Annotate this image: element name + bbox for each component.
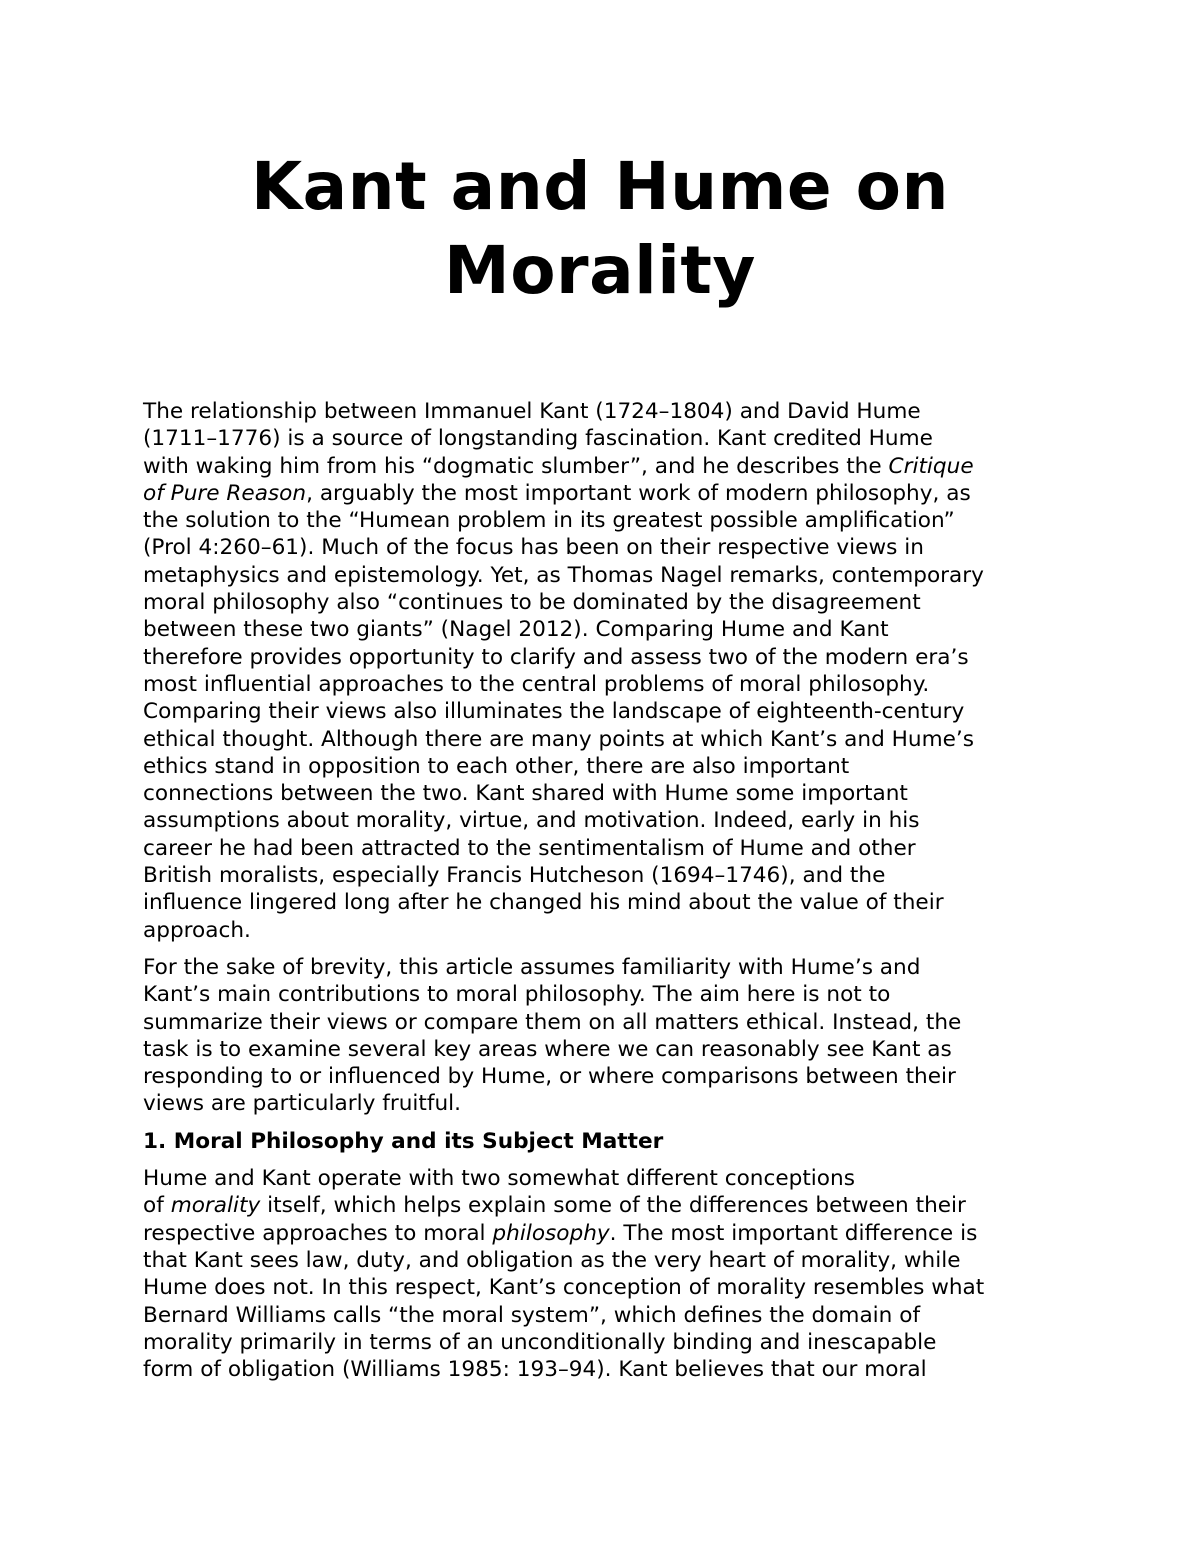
text-line: Hume does not. In this respect, Kant’s conception of morality resembles what — [143, 1275, 985, 1301]
text-line: moral philosophy also “continues to be dominated by the disagreement — [143, 590, 921, 616]
emphasis-italic: philosophy — [492, 1220, 610, 1246]
book-title-italic: Critique — [888, 453, 974, 479]
text-line: task is to examine several key areas where we can reasonably see Kant as — [143, 1036, 952, 1062]
text-line — [143, 1192, 1073, 1219]
section-paragraph — [143, 1165, 1073, 1383]
text-line: that Kant sees law, duty, and obligation as the very heart of morality, while — [143, 1247, 961, 1273]
text-line: metaphysics and epistemology. Yet, as Thomas Nagel remarks, contemporary — [143, 562, 984, 588]
text-line: form of obligation (Williams 1985: 193–94). Kant believes that our moral — [143, 1357, 927, 1383]
text-line: ethics stand in opposition to each other, there are also important — [143, 753, 850, 779]
text-line: influence lingered long after he changed his mind about the value of their — [143, 890, 944, 916]
text-run: respective approaches to moral — [143, 1220, 493, 1246]
intro-paragraph — [143, 398, 1073, 944]
scope-paragraph — [143, 954, 1073, 1118]
document-body — [143, 398, 1073, 1393]
text-line — [143, 1220, 1073, 1247]
book-title-italic: of Pure Reason — [143, 480, 307, 506]
text-line: most influential approaches to the central problems of moral philosophy. — [143, 671, 930, 697]
text-line — [143, 453, 1073, 480]
text-line: (Prol 4:260–61). Much of the focus has been on their respective views in — [143, 535, 924, 561]
text-line: career he had been attracted to the sentimentalism of Hume and other — [143, 835, 916, 861]
text-line: ethical thought. Although there are many points at which Kant’s and Hume’s — [143, 726, 975, 752]
text-line — [143, 480, 1073, 507]
text-line: (1711–1776) is a source of longstanding fascination. Kant credited Hume — [143, 426, 933, 452]
text-run: with waking him from his “dogmatic slumber”, and he describes the — [143, 453, 889, 479]
text-run: itself, which helps explain some of the differences between their — [260, 1193, 966, 1219]
text-line: connections between the two. Kant shared with Hume some important — [143, 781, 908, 807]
text-line: The relationship between Immanuel Kant (1724–1804) and David Hume — [143, 399, 921, 424]
text-line: British moralists, especially Francis Hutcheson (1694–1746), and the — [143, 863, 886, 889]
section-heading: 1. Moral Philosophy and its Subject Matter — [143, 1128, 664, 1154]
text-line: morality primarily in terms of an unconditionally binding and inescapable — [143, 1329, 937, 1355]
text-line: views are particularly fruitful. — [143, 1091, 462, 1117]
text-line: summarize their views or compare them on all matters ethical. Instead, the — [143, 1009, 962, 1035]
emphasis-italic: morality — [170, 1193, 261, 1219]
text-line: Bernard Williams calls “the moral system”, which defines the domain of — [143, 1302, 921, 1328]
text-run: of — [143, 1193, 171, 1219]
text-line: For the sake of brevity, this article assumes familiarity with Hume’s and — [143, 954, 921, 980]
text-line: therefore provides opportunity to clarify and assess two of the modern era’s — [143, 644, 969, 670]
text-line: assumptions about morality, virtue, and motivation. Indeed, early in his — [143, 808, 920, 834]
text-run: . The most important difference is — [609, 1220, 978, 1246]
text-line: approach. — [143, 917, 251, 943]
document-title: Kant and Hume on Morality — [250, 148, 949, 309]
text-run: , arguably the most important work of modern philosophy, as — [306, 480, 971, 506]
text-line: responding to or influenced by Hume, or where comparisons between their — [143, 1064, 956, 1090]
text-line: Kant’s main contributions to moral philosophy. The aim here is not to — [143, 982, 891, 1008]
text-line: Hume and Kant operate with two somewhat different conceptions — [143, 1166, 855, 1192]
text-line: Comparing their views also illuminates the landscape of eighteenth-century — [143, 699, 965, 725]
text-line: between these two giants” (Nagel 2012). Comparing Hume and Kant — [143, 617, 889, 643]
text-line: the solution to the “Humean problem in its greatest possible amplification” — [143, 508, 955, 534]
